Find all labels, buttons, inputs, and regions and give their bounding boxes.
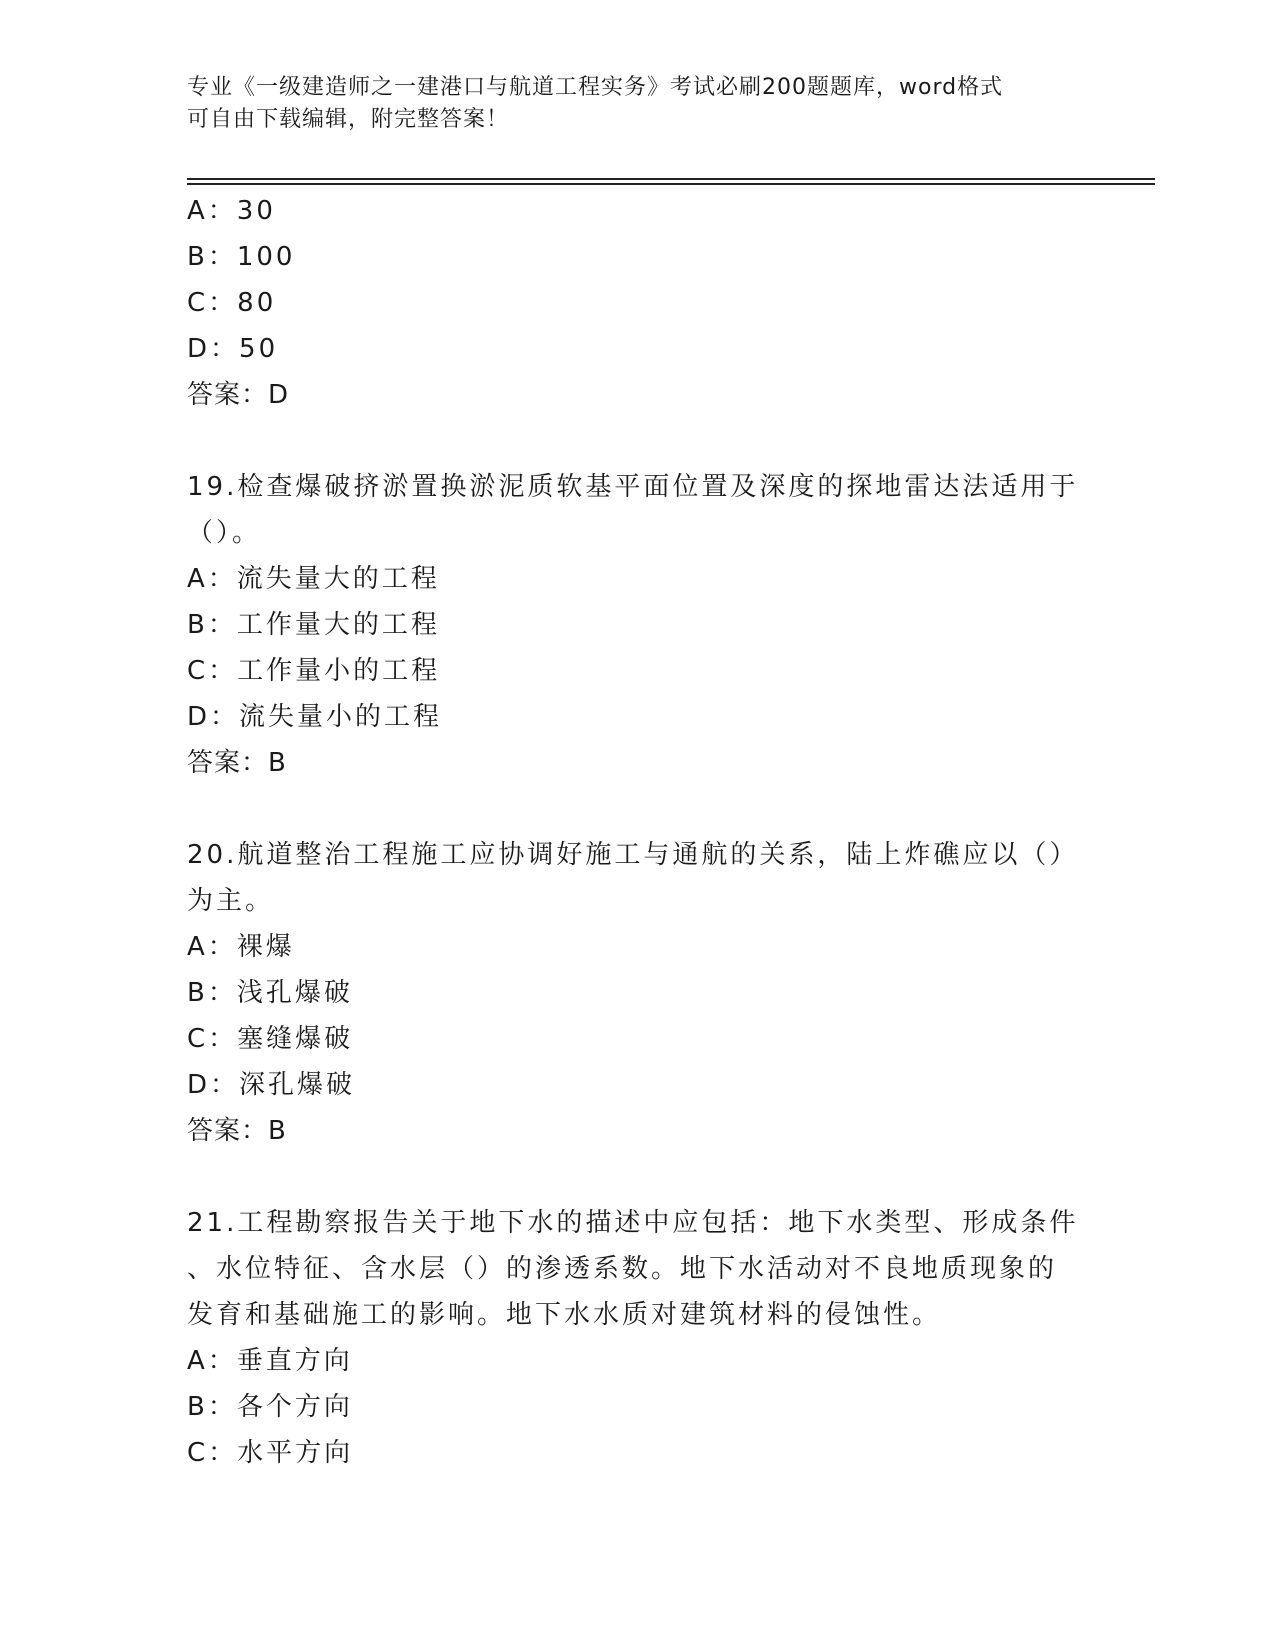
option-c: C：工作量小的工程	[187, 656, 441, 686]
question-text-line: 、水位特征、含水层（）的渗透系数。地下水活动对不良地质现象的	[187, 1254, 1058, 1284]
option-a: A：30	[187, 196, 276, 226]
header-line-2: 可自由下载编辑，附完整答案！	[187, 107, 510, 132]
option-d: D：50	[187, 334, 279, 364]
option-c: C：80	[187, 288, 277, 318]
spacer	[187, 418, 1087, 464]
option-b: B：100	[187, 242, 296, 272]
spacer	[187, 1154, 1087, 1200]
option-d: D：深孔爆破	[187, 1070, 356, 1100]
document-header	[187, 72, 1067, 136]
header-rule-bottom	[187, 183, 1155, 185]
option-a: A：流失量大的工程	[187, 564, 440, 594]
question-text-line: 20.航道整治工程施工应协调好施工与通航的关系，陆上炸礁应以（）	[187, 840, 1079, 870]
option-a: A：垂直方向	[187, 1346, 353, 1376]
question-text-line: 21.工程勘察报告关于地下水的描述中应包括：地下水类型、形成条件	[187, 1208, 1079, 1238]
question-20	[187, 832, 1087, 1154]
answer: 答案：B	[187, 1116, 287, 1146]
option-b: B：工作量大的工程	[187, 610, 440, 640]
option-c: C：塞缝爆破	[187, 1024, 354, 1054]
option-d: D：流失量小的工程	[187, 702, 443, 732]
question-list	[187, 188, 1087, 1476]
question-19	[187, 464, 1087, 786]
question-text-line: 发育和基础施工的影响。地下水水质对建筑材料的侵蚀性。	[187, 1300, 942, 1330]
spacer	[187, 786, 1087, 832]
option-c: C：水平方向	[187, 1438, 354, 1468]
question-18	[187, 188, 1087, 418]
header-rule-top	[187, 178, 1155, 180]
question-21	[187, 1200, 1087, 1476]
option-a: A：裸爆	[187, 932, 295, 962]
answer: 答案：B	[187, 748, 287, 778]
question-text-line: 19.检查爆破挤淤置换淤泥质软基平面位置及深度的探地雷达法适用于	[187, 472, 1079, 502]
option-b: B：各个方向	[187, 1392, 353, 1422]
question-text-line: （）。	[187, 518, 262, 548]
answer: 答案：D	[187, 380, 290, 410]
header-line-1: 专业《一级建造师之一建港口与航道工程实务》考试必刷200题题库，word格式	[187, 75, 1004, 100]
question-text-line: 为主。	[187, 886, 275, 916]
option-b: B：浅孔爆破	[187, 978, 353, 1008]
